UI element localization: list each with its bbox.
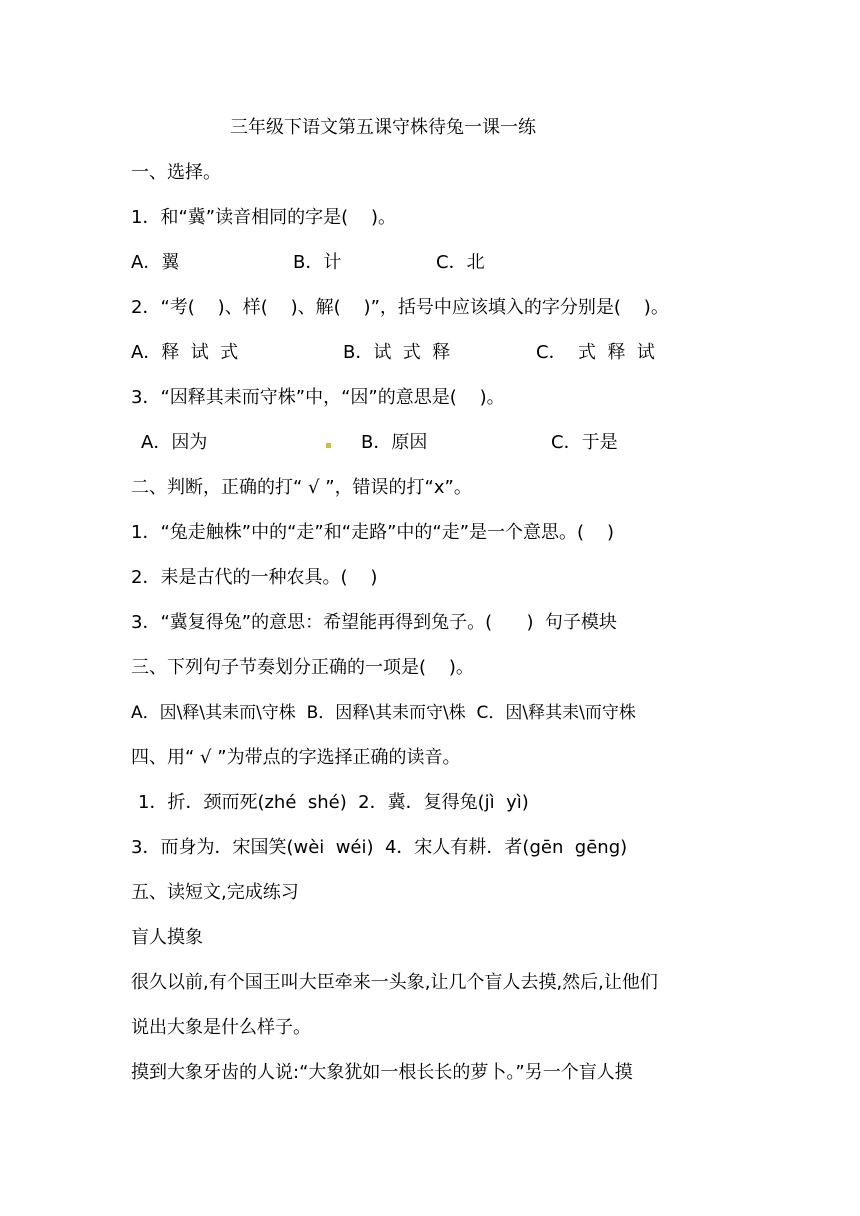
story-title: 盲人摸象 — [131, 927, 203, 948]
option-b: B．计 — [293, 252, 342, 273]
section-1-heading: 一、选择。 — [131, 162, 221, 183]
option-b: B．原因 — [361, 432, 428, 453]
option-b: B．试 式 释 — [343, 342, 451, 363]
option-c: C．北 — [436, 252, 485, 273]
section-4-heading: 四、用“ √ ”为带点的字选择正确的读音。 — [131, 747, 461, 768]
story-paragraph-2-line-1: 摸到大象牙齿的人说:“大象犹如一根长长的萝卜。”另一个盲人摸 — [131, 1062, 633, 1083]
option-a: A．因为 — [141, 432, 208, 453]
question-1-3: 3．“因释其耒而守株”中，“因”的意思是( )。 — [131, 387, 505, 408]
question-1-1-options — [131, 251, 731, 275]
story-paragraph-1-line-2: 说出大象是什么样子。 — [131, 1017, 311, 1038]
question-1-1: 1．和“冀”读音相同的字是( )。 — [131, 207, 397, 228]
question-2-3: 3．“冀复得兔”的意思：希望能再得到兔子。( ) 句子模块 — [131, 612, 617, 633]
question-2-2: 2．耒是古代的一种农具。( ) — [131, 567, 378, 588]
section-3-heading: 三、下列句子节奏划分正确的一项是( )。 — [131, 657, 474, 678]
question-1-2-options — [131, 341, 731, 365]
pronunciation-line-2: 3．而身为．宋国笑(wèi wéi) 4．宋人有耕．者(gēn gēng) — [131, 837, 628, 858]
section-2-heading: 二、判断，正确的打“ √ ”，错误的打“x”。 — [131, 477, 472, 498]
option-a: A．翼 — [131, 252, 180, 273]
question-1-2: 2．“考( )、样( )、解( )”，括号中应该填入的字分别是( )。 — [131, 297, 669, 318]
section-5-heading: 五、读短文,完成练习 — [131, 882, 299, 903]
highlight-mark — [326, 443, 331, 448]
option-a: A．释 试 式 — [131, 342, 239, 363]
question-2-1: 1．“兔走触株”中的“走”和“走路”中的“走”是一个意思。( ) — [131, 522, 614, 543]
question-1-3-options — [131, 431, 731, 455]
option-c: C． 式 释 试 — [536, 342, 655, 363]
section-3-options: A．因\释\其耒而\守株 B．因释\其耒而守\株 C．因\释其耒\而守株 — [131, 703, 636, 723]
page-title: 三年级下语文第五课守株待兔一课一练 — [230, 117, 536, 138]
pronunciation-line-1: 1．折．颈而死(zhé shé) 2．冀．复得兔(jì yì) — [138, 792, 529, 813]
option-c: C．于是 — [551, 432, 618, 453]
story-paragraph-1-line-1: 很久以前,有个国王叫大臣牵来一头象,让几个盲人去摸,然后,让他们 — [131, 972, 658, 993]
